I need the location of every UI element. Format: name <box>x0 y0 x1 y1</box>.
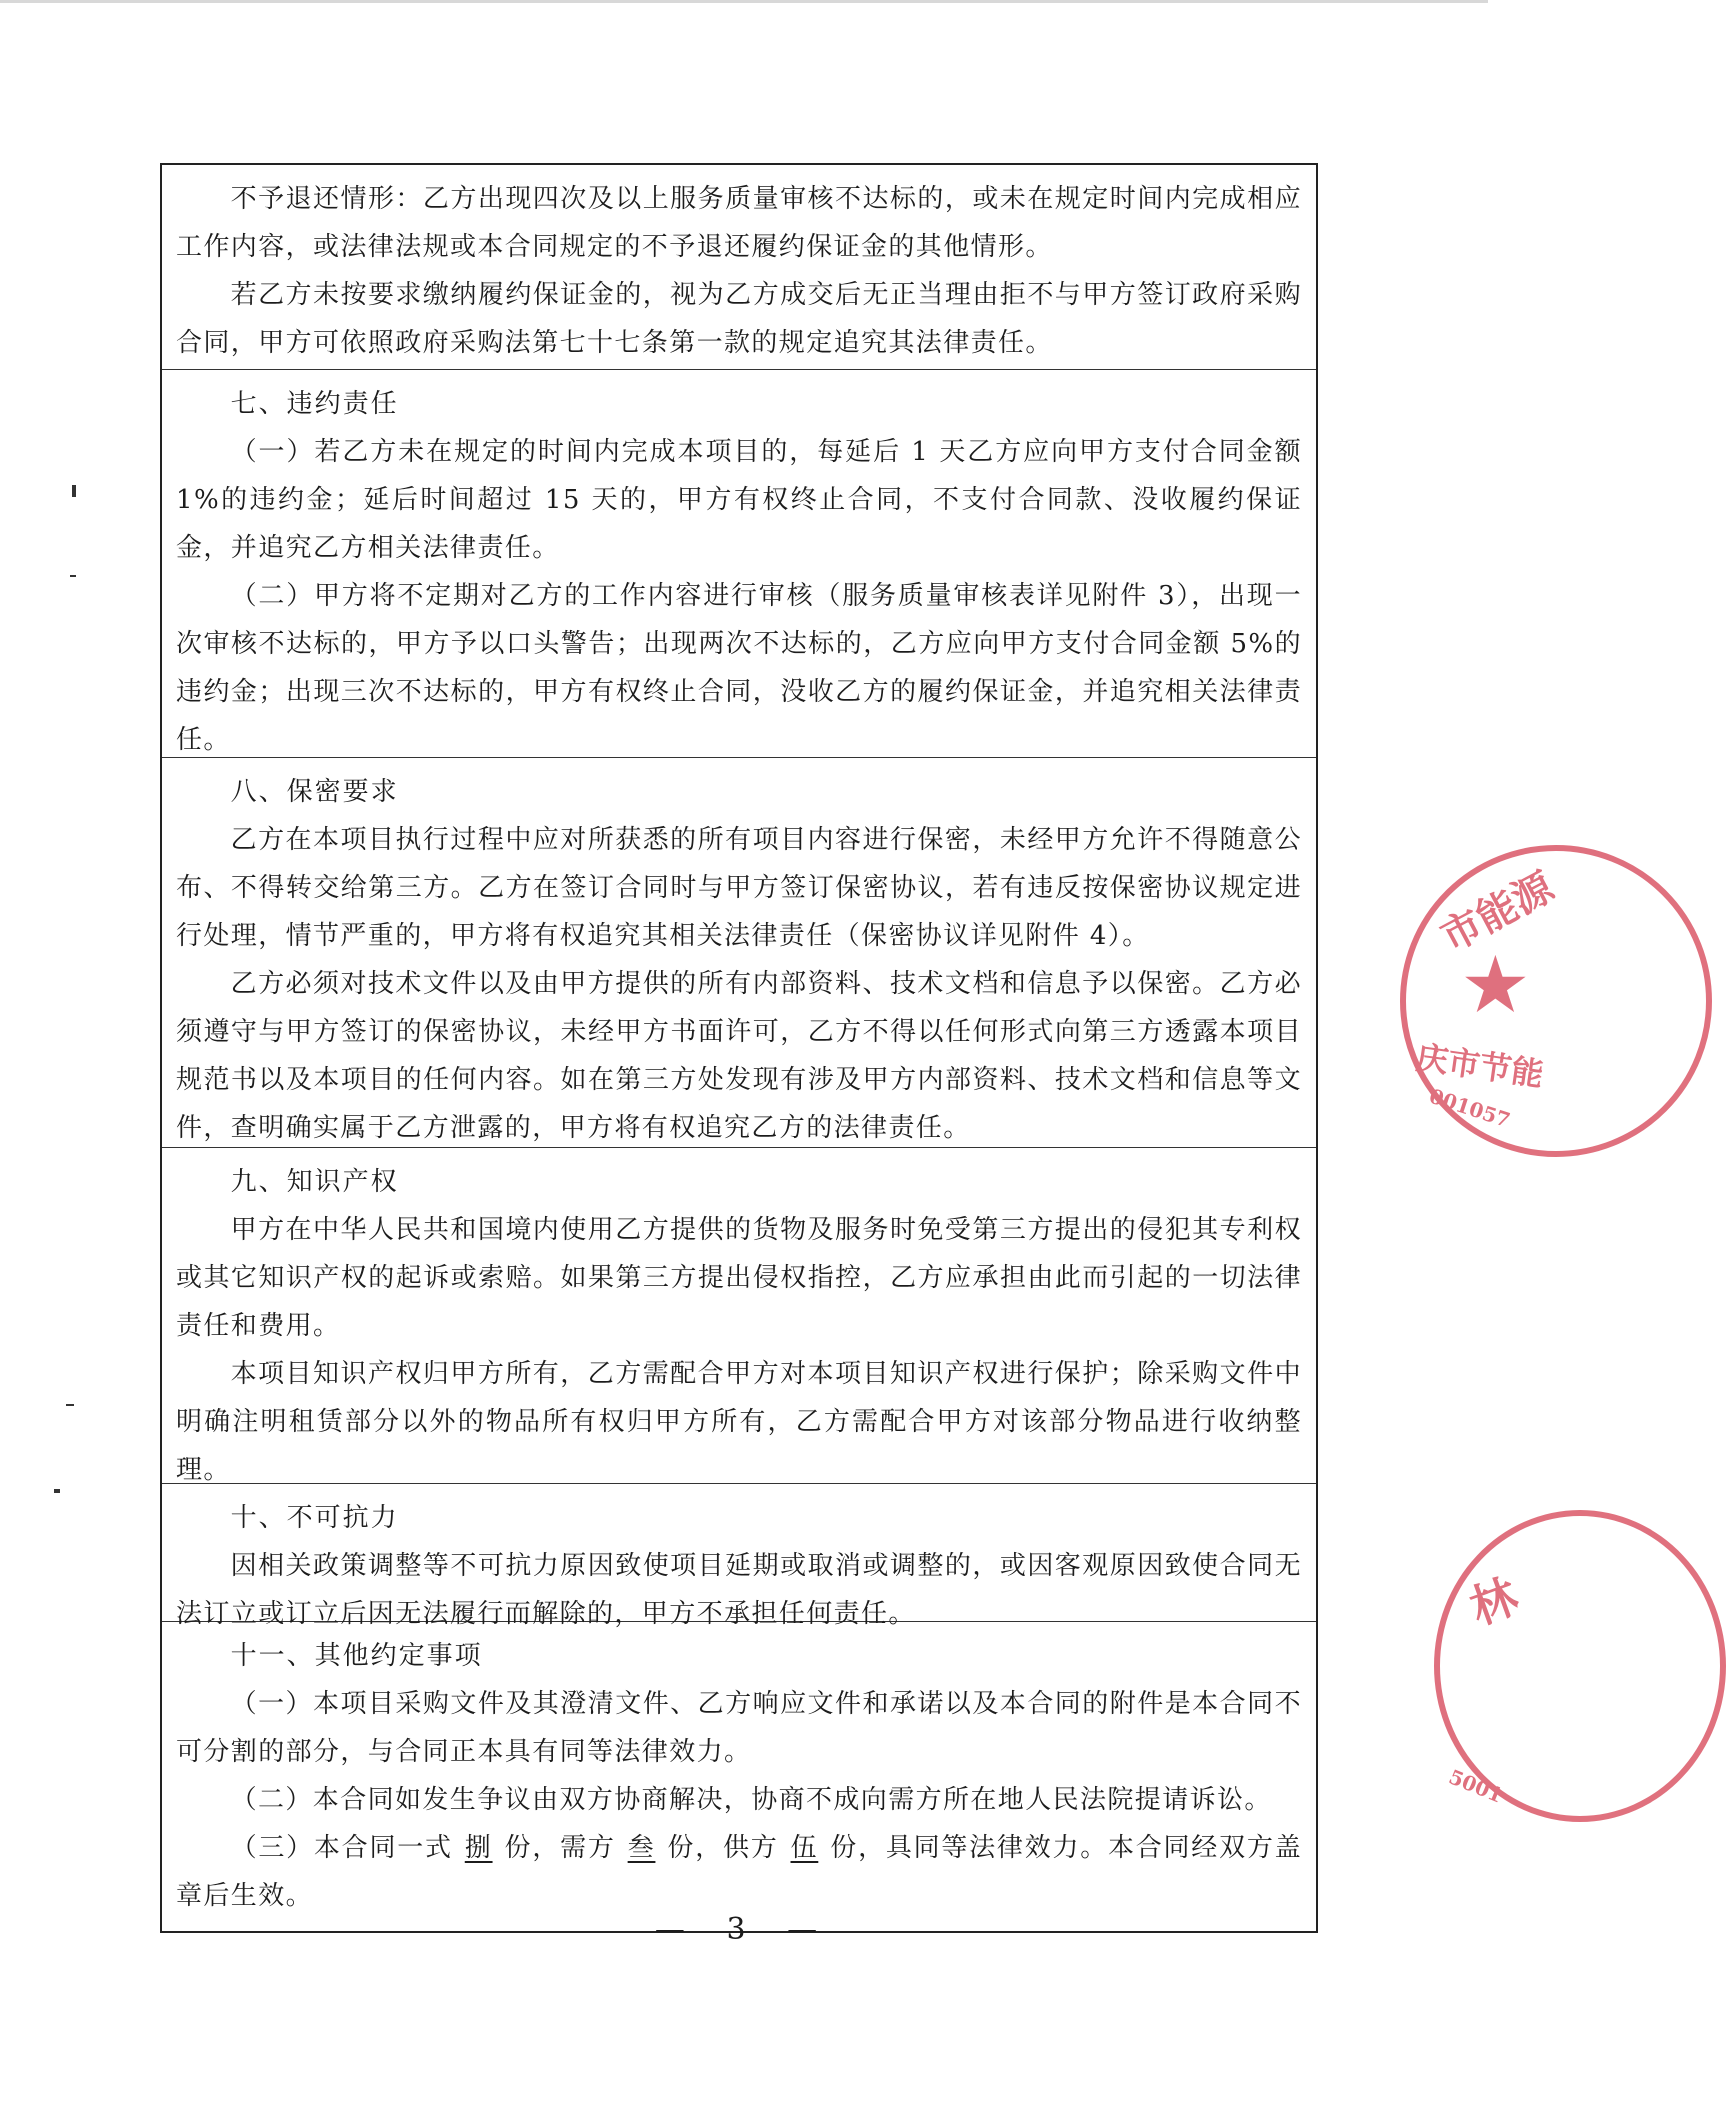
section-heading: 十一、其他约定事项 <box>230 1641 483 1671</box>
seal-star-icon: ★ <box>1464 943 1527 1026</box>
contract-table <box>160 163 1318 1933</box>
clause-paragraph: 不予退还情形：乙方出现四次及以上服务质量审核不达标的，或未在规定时间内完成相应工作内容，或法律法规或本合同规定的不予退还履约保证金的其他情形。 <box>176 184 1302 262</box>
page-number: — 3 — <box>654 1912 834 1947</box>
contract-section <box>162 1148 1316 1484</box>
seal-code: 001057 <box>1426 1083 1514 1133</box>
clause-paragraph: 本项目知识产权归甲方所有，乙方需配合甲方对本项目知识产权进行保护；除采购文件中明确注明租赁部分以外的物品所有权归甲方所有，乙方需配合甲方对该部分物品进行收纳整理。 <box>176 1359 1302 1485</box>
company-seal-bottom <box>1434 1510 1726 1822</box>
scan-top-edge <box>0 0 1488 3</box>
scan-mark <box>72 485 76 497</box>
clause-paragraph: （二）甲方将不定期对乙方的工作内容进行审核（服务质量审核表详见附件 3），出现一次审核不达标的，甲方予以口头警告；出现两次不达标的，乙方应向甲方支付合同金额 5%的违约金；出现三次不达标的，甲方有权终止合同，没收乙方的履约保证金，并追究相关法律责任。 <box>176 581 1302 755</box>
clause-paragraph: （一）若乙方未在规定的时间内完成本项目的，每延后 1 天乙方应向甲方支付合同金额 1%的违约金；延后时间超过 15 天的，甲方有权终止合同，不支付合同款、没收履约保证金，并追究乙方相关法律责任。 <box>176 437 1302 563</box>
scan-mark <box>54 1489 60 1493</box>
contract-section <box>162 370 1316 758</box>
copy-count-supplier: 伍 <box>790 1833 819 1863</box>
contract-section <box>162 1484 1316 1629</box>
clause-text: 份，具同等法律效力。本合同经双方盖章后生效。 <box>176 1833 1303 1911</box>
contract-section <box>162 1622 1316 1931</box>
clause-paragraph: 乙方在本项目执行过程中应对所获悉的所有项目内容进行保密，未经甲方允许不得随意公布、不得转交给第三方。乙方在签订合同时与甲方签订保密协议，若有违反按保密协议规定进行处理，情节严重的，甲方将有权追究其相关法律责任（保密协议详见附件 4）。 <box>176 825 1302 951</box>
clause-text: （三）本合同一式 <box>230 1833 453 1863</box>
clause-paragraph: 甲方在中华人民共和国境内使用乙方提供的货物及服务时免受第三方提出的侵犯其专利权或其它知识产权的起诉或索赔。如果第三方提出侵权指控，乙方应承担由此而引起的一切法律责任和费用。 <box>176 1215 1302 1341</box>
clause-paragraph: 若乙方未按要求缴纳履约保证金的，视为乙方成交后无正当理由拒不与甲方签订政府采购合同，甲方可依照政府采购法第七十七条第一款的规定追究其法律责任。 <box>176 280 1302 358</box>
contract-section <box>162 758 1316 1148</box>
clause-paragraph: （一）本项目采购文件及其澄清文件、乙方响应文件和承诺以及本合同的附件是本合同不可分割的部分，与合同正本具有同等法律效力。 <box>176 1689 1302 1767</box>
company-seal-top <box>1400 845 1712 1157</box>
seal-code: 5001 <box>1445 1764 1507 1808</box>
copy-count-buyer: 叁 <box>627 1833 656 1863</box>
section-heading: 九、知识产权 <box>230 1167 399 1197</box>
copy-count-total: 捌 <box>464 1833 493 1863</box>
section-heading: 八、保密要求 <box>230 777 399 807</box>
section-heading: 十、不可抗力 <box>230 1503 399 1533</box>
contract-section <box>162 165 1316 370</box>
seal-text: 庆市节能 <box>1413 1038 1546 1094</box>
scan-mark <box>66 1404 74 1406</box>
clause-paragraph: （二）本合同如发生争议由双方协商解决，协商不成向需方所在地人民法院提请诉讼。 <box>230 1785 1272 1815</box>
seal-text: 市能源 <box>1433 863 1562 962</box>
clause-text: 份，需方 <box>504 1833 616 1863</box>
section-heading: 七、违约责任 <box>230 389 399 419</box>
clause-paragraph: 乙方必须对技术文件以及由甲方提供的所有内部资料、技术文档和信息予以保密。乙方必须遵守与甲方签订的保密协议，未经甲方书面许可，乙方不得以任何形式向第三方透露本项目规范书以及本项目的任何内容。如在第三方处发现有涉及甲方内部资料、技术文档和信息等文件，查明确实属于乙方泄露的，甲方将有权追究乙方的法律责任。 <box>176 969 1302 1143</box>
scan-mark <box>70 575 76 577</box>
seal-text: 林 <box>1463 1568 1525 1636</box>
clause-text: 份，供方 <box>667 1833 779 1863</box>
final-clause <box>176 1824 1302 1920</box>
clause-paragraph: 因相关政策调整等不可抗力原因致使项目延期或取消或调整的，或因客观原因致使合同无法订立或订立后因无法履行而解除的，甲方不承担任何责任。 <box>176 1551 1302 1629</box>
